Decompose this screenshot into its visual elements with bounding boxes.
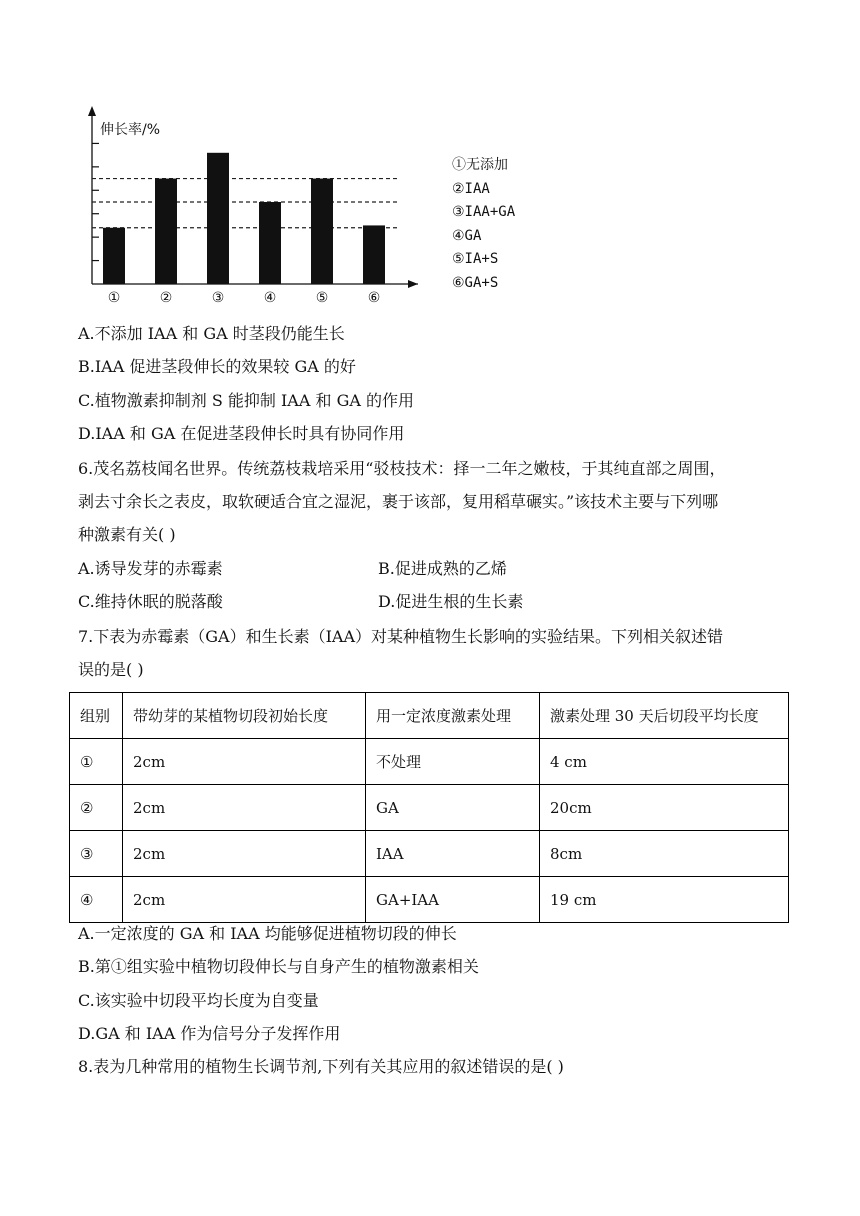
x-tick-label: ②	[159, 290, 173, 306]
q5-option-c: C.植物激素抑制剂 S 能抑制 IAA 和 GA 的作用	[78, 391, 415, 410]
q6-option-d: D.促进生根的生长素	[378, 592, 524, 611]
q8-stem: 8.表为几种常用的植物生长调节剂,下列有关其应用的叙述错误的是( )	[78, 1057, 564, 1076]
q7-option-b: B.第①组实验中植物切段伸长与自身产生的植物激素相关	[78, 957, 479, 976]
table-cell: ④	[70, 877, 123, 923]
table-cell: 不处理	[366, 739, 540, 785]
y-axis-label: 伸长率/%	[100, 122, 161, 138]
legend-item: ②IAA	[452, 180, 490, 197]
legend-item: ③IAA+GA	[452, 204, 516, 220]
bar	[363, 225, 385, 284]
bar	[259, 202, 281, 284]
table-row	[70, 877, 789, 923]
q6-stem-line: 剥去寸余长之表皮，取软硬适合宜之湿泥，裹于该部，复用稻草碾实。”该技术主要与下列哪	[78, 492, 719, 511]
table-cell: GA	[366, 785, 540, 831]
y-axis-arrow	[88, 106, 96, 116]
x-tick-label: ①	[107, 290, 121, 306]
table-header-row	[70, 693, 789, 739]
table-cell: 2cm	[123, 831, 366, 877]
x-axis-arrow	[408, 280, 418, 288]
table-cell: 2cm	[123, 739, 366, 785]
bar	[103, 228, 125, 284]
legend-item: ⑤IA+S	[452, 251, 499, 267]
q6-stem	[78, 452, 790, 551]
bar	[311, 179, 333, 284]
q6-stem-line: 6.茂名荔枝闻名世界。传统荔枝栽培采用“驳枝技术：择一二年之嫩枝，于其纯直部之周围，	[78, 459, 726, 478]
q5-option-a: A.不添加 IAA 和 GA 时茎段仍能生长	[78, 324, 345, 343]
q5-option-d: D.IAA 和 GA 在促进茎段伸长时具有协同作用	[78, 424, 405, 443]
table-header-cell: 带幼芽的某植物切段初始长度	[123, 693, 366, 739]
q7-option-a: A.一定浓度的 GA 和 IAA 均能够促进植物切段的伸长	[78, 924, 457, 943]
table-row	[70, 785, 789, 831]
legend-item: ⑥GA+S	[452, 274, 499, 291]
x-tick-label: ⑥	[367, 290, 381, 306]
bar	[207, 153, 229, 284]
q6-stem-line: 种激素有关( )	[78, 525, 176, 544]
table-cell: ②	[70, 785, 123, 831]
q5-option-b: B.IAA 促进茎段伸长的效果较 GA 的好	[78, 357, 356, 376]
q7-stem	[78, 620, 790, 686]
q7-stem-line: 7.下表为赤霉素（GA）和生长素（IAA）对某种植物生长影响的实验结果。下列相关叙述错	[78, 627, 724, 646]
table-cell: ①	[70, 739, 123, 785]
q7-option-c: C.该实验中切段平均长度为自变量	[78, 991, 319, 1010]
q6-option-b: B.促进成熟的乙烯	[378, 559, 507, 578]
chart-legend	[452, 154, 515, 295]
table-cell: GA+IAA	[366, 877, 540, 923]
table-row	[70, 739, 789, 785]
table-cell: 2cm	[123, 877, 366, 923]
table-cell: ③	[70, 831, 123, 877]
q7-stem-line: 误的是( )	[78, 660, 144, 679]
table-header-cell: 用一定浓度激素处理	[366, 693, 540, 739]
q6-option-a: A.诱导发芽的赤霉素	[78, 559, 223, 578]
legend-item: ①无添加	[452, 157, 508, 173]
x-tick-labels	[108, 290, 381, 306]
table-header-cell: 激素处理 30 天后切段平均长度	[540, 693, 789, 739]
x-tick-label: ④	[263, 290, 277, 306]
table-row	[70, 831, 789, 877]
chart-bars	[103, 153, 385, 284]
table-cell: 20cm	[540, 785, 789, 831]
q6-option-c: C.维持休眠的脱落酸	[78, 592, 223, 611]
elongation-bar-chart	[78, 98, 438, 312]
table-cell: 4 cm	[540, 739, 789, 785]
bar	[155, 179, 177, 284]
x-tick-label: ⑤	[315, 290, 329, 306]
table-cell: IAA	[366, 831, 540, 877]
table-cell: 19 cm	[540, 877, 789, 923]
q7-option-d: D.GA 和 IAA 作为信号分子发挥作用	[78, 1024, 341, 1043]
x-tick-label: ③	[211, 290, 225, 306]
q7-results-table	[69, 692, 789, 923]
table-cell: 8cm	[540, 831, 789, 877]
legend-item: ④GA	[452, 227, 482, 244]
reference-lines	[92, 179, 400, 228]
table-header-cell: 组别	[70, 693, 123, 739]
table-cell: 2cm	[123, 785, 366, 831]
